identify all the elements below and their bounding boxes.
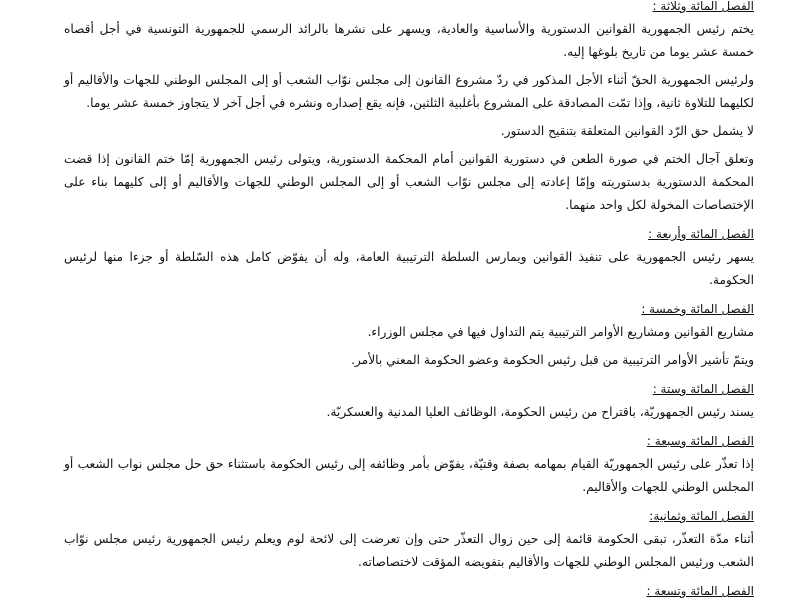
article-103-paragraph-2: ولرئيس الجمهورية الحقّ أثناء الأجل المذكور في ردّ مشروع القانون إلى مجلس نوّاب الشعب أو إلى المجلس الوطني للجهات والأقاليم أو لكليهما للتلاوة ثانية، وإذا تمّت المصادقة على المشروع بأغلبية الثلثين، فإنه يقع إصداره ونشره في أجل آخر لا يتجاوز خمسة عشر يوما. (64, 73, 754, 110)
article-103-paragraph-4: وتعلق آجال الختم في صورة الطعن في دستورية القوانين أمام المحكمة الدستورية، ويتولى رئيس الجمهورية إمّا ختم القانون إذا قضت المحكمة الدستورية بدستوريته وإمّا إعادته إلى مجلس نوّاب الشعب أو إلى المجلس الوطني للجهات والأقاليم أو إلى كليهما بناء على الإختصاصات المخولة لكل واحد منهما. (64, 152, 754, 212)
article-109-heading-wrap (0, 579, 800, 603)
article-103-heading-wrap (0, 0, 800, 18)
article-108-heading-wrap (0, 504, 800, 528)
article-106-heading: الفصل المائة وستة : (652, 382, 754, 396)
article-106-paragraph-1: يسند رئيس الجمهوريّة، باقتراح من رئيس الحكومة، الوظائف العليا المدنية والعسكريّة. (326, 405, 754, 419)
article-107-heading-wrap (0, 429, 800, 453)
article-107-heading: الفصل المائة وسبعة : (646, 434, 754, 448)
article-105-body (0, 321, 800, 372)
article-104-paragraph-1: يسهر رئيس الجمهورية على تنفيذ القوانين ويمارس السلطة الترتيبية العامة، وله أن يفوّض كامل هذه السّلطة أو جزءا منها لرئيس الحكومة. (64, 250, 754, 287)
article-103-paragraph-1: يختم رئيس الجمهورية القوانين الدستورية والأساسية والعادية، ويسهر على نشرها بالرائد الرسمي للجمهورية التونسية في أجل أقصاه خمسة عشر يوما من تاريخ بلوغها إليه. (64, 22, 754, 59)
article-104-body (0, 246, 800, 292)
article-105-heading: الفصل المائة وخمسة : (641, 302, 754, 316)
article-105-paragraph-1: مشاريع القوانين ومشاريع الأوامر الترتيبية يتم التداول فيها في مجلس الوزراء. (367, 325, 754, 339)
article-104-heading-wrap (0, 222, 800, 246)
article-108-paragraph-1: أثناء مدّة التعذّر، تبقى الحكومة قائمة إلى حين زوال التعذّر حتى وإن تعرضت إلى لائحة لوم ويعلم رئيس الجمهورية رئيس مجلس نوّاب الشعب ورئيس المجلس الوطني للجهات والأقاليم بتفويضه المؤقت لاختصاصاته. (64, 532, 754, 569)
article-106-body (0, 401, 800, 424)
article-104-heading: الفصل المائة وأربعة : (648, 227, 754, 241)
article-105-paragraph-2: ويتمّ تأشير الأوامر الترتيبية من قبل رئيس الحكومة وعضو الحكومة المعني بالأمر. (351, 353, 754, 367)
article-105-heading-wrap (0, 297, 800, 321)
article-108-heading: الفصل المائة وثمانية: (649, 509, 754, 523)
article-109-heading: الفصل المائة وتسعة : (646, 584, 754, 598)
article-108-body (0, 528, 800, 574)
article-103-body (0, 18, 800, 217)
article-106-heading-wrap (0, 377, 800, 401)
article-107-body (0, 453, 800, 499)
article-103-heading: الفصل المائة وثلاثة : (652, 0, 754, 13)
article-107-paragraph-1: إذا تعذّر على رئيس الجمهوريّة القيام بمهامه بصفة وقتيّة، يفوّض بأمر وظائفه إلى رئيس الحكومة باستثناء حق حل مجلس نواب الشعب أو المجلس الوطني للجهات والأقاليم. (64, 457, 754, 494)
article-103-paragraph-3: لا يشمل حق الرّد القوانين المتعلقة بتنقيح الدستور. (500, 124, 754, 138)
